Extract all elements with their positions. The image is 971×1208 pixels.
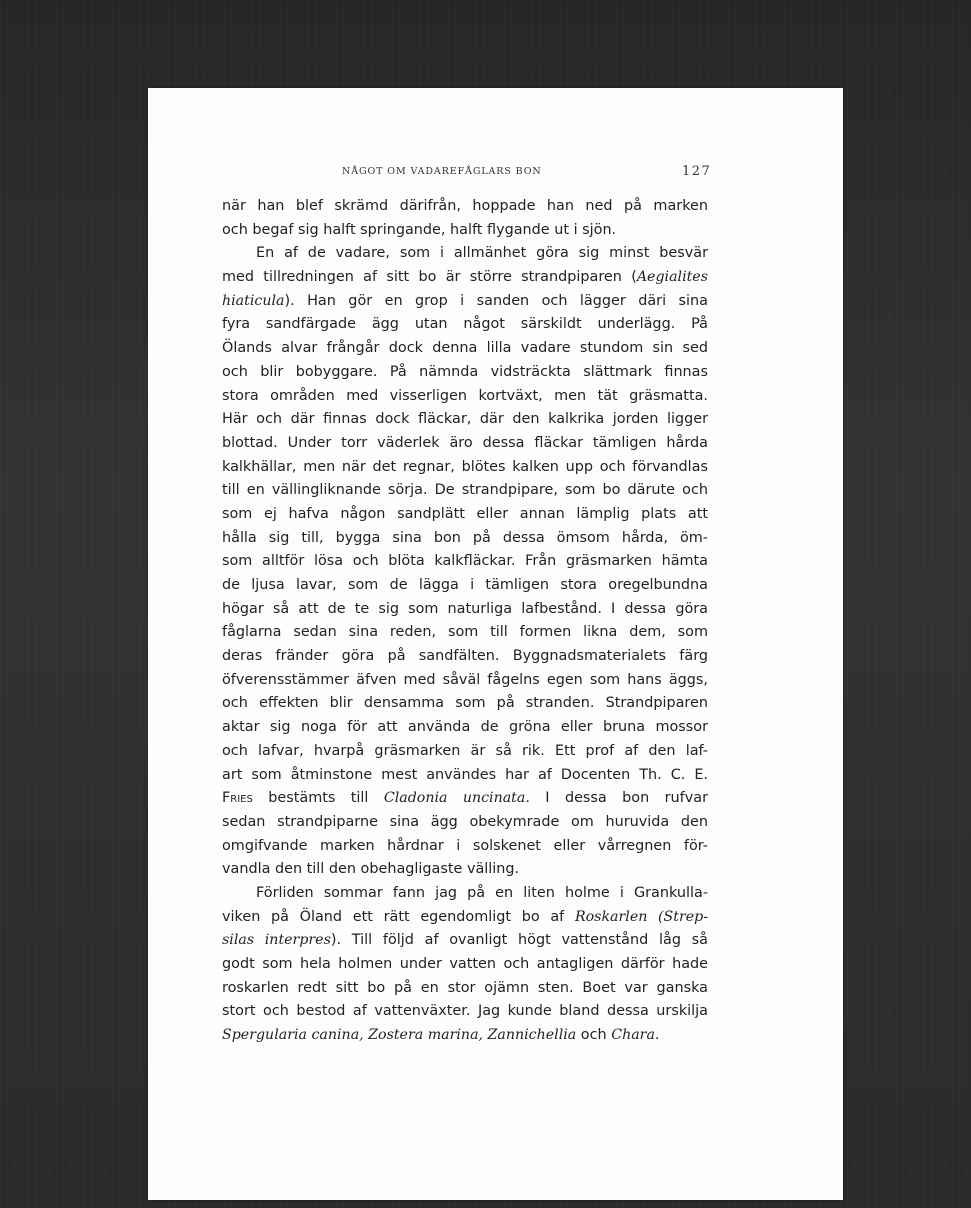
text-line — [222, 550, 708, 574]
book-page — [148, 88, 843, 1200]
text-line — [222, 787, 708, 811]
text-segment: till en vällingliknande sörja. De strandpipare, som bo därute och — [222, 482, 708, 499]
text-segment: Här och där finnas dock fläckar, där den kalkrika jorden ligger — [222, 411, 708, 428]
text-line — [222, 361, 708, 385]
text-segment: art som åtminstone mest användes har af Docenten Th. C. E. — [222, 766, 708, 783]
text-line — [222, 456, 708, 480]
text-line — [222, 242, 708, 266]
text-line — [222, 385, 708, 409]
text-segment: deras fränder göra på sandfälten. Byggnadsmaterialets färg — [222, 648, 708, 665]
text-line — [222, 479, 708, 503]
text-line — [222, 977, 708, 1001]
text-line — [222, 669, 708, 693]
text-line — [222, 835, 708, 859]
text-line — [222, 219, 708, 243]
text-line — [222, 432, 708, 456]
text-line — [222, 408, 708, 432]
italic-text: Spergularia canina, Zostera marina, Zannichellia — [222, 1027, 577, 1044]
text-segment: fåglarna sedan sina reden, som till formen likna dem, som — [222, 624, 708, 641]
text-segment: när han blef skrämd därifrån, hoppade han ned på marken — [222, 198, 708, 214]
text-line — [222, 195, 708, 219]
text-segment: och begaf sig halft springande, halft flygande ut i sjön. — [222, 221, 617, 238]
text-line — [222, 621, 708, 645]
text-line — [222, 811, 708, 835]
text-line — [222, 266, 708, 290]
text-segment: de ljusa lavar, som de lägga i tämligen stora oregelbundna — [222, 577, 708, 593]
running-title: NÅGOT OM VADAREFÅGLARS BON — [342, 166, 542, 177]
text-line — [222, 929, 708, 953]
italic-text: silas interpres — [222, 932, 331, 949]
text-segment: Förliden sommar fann jag på en liten holme i Grankulla- — [256, 884, 708, 901]
text-line — [222, 1000, 708, 1024]
text-segment: och blir bobyggare. På nämnda vidsträckta slättmark finnas — [222, 363, 708, 380]
page-number: 127 — [682, 164, 712, 179]
text-segment: som alltför lösa och blöta kalkfläckar. Från gräsmarken hämta — [222, 553, 708, 570]
italic-text: Cladonia uncinata. — [383, 790, 530, 807]
text-segment: stora områden med visserligen kortväxt, men tät gräsmatta. — [222, 387, 708, 404]
text-line — [222, 858, 708, 882]
text-line — [222, 716, 708, 740]
text-segment: öfverensstämmer äfven med såväl fågelns egen som hans äggs, — [222, 671, 708, 688]
body-text — [222, 195, 708, 1048]
text-segment: roskarlen redt sitt bo på en stor ojämn sten. Boet var ganska — [222, 979, 708, 996]
text-segment: godt som hela holmen under vatten och antagligen därför hade — [222, 956, 708, 972]
text-segment: med tillredningen af sitt bo är större strandpiparen ( — [222, 269, 637, 286]
italic-text: Chara. — [611, 1027, 660, 1044]
text-segment: och lafvar, hvarpå gräsmarken är så rik. Ett prof af den laf- — [222, 742, 708, 759]
text-segment: och effekten blir densamma som på stranden. Strandpiparen — [222, 695, 708, 712]
text-segment: hålla sig till, bygga sina bon på dessa ömsom hårda, öm- — [222, 529, 708, 546]
text-segment: stort och bestod af vattenväxter. Jag kunde bland dessa urskilja — [222, 1003, 708, 1020]
italic-text: Aegialites — [636, 269, 708, 286]
text-segment: högar så att de te sig som naturliga lafbestånd. I dessa göra — [222, 600, 708, 617]
text-segment: och — [576, 1027, 612, 1044]
text-segment: blottad. Under torr väderlek äro dessa fläckar tämligen hårda — [222, 434, 708, 451]
text-line — [222, 527, 708, 551]
text-segment: kalkhällar, men när det regnar, blötes kalken upp och förvandlas — [222, 458, 708, 475]
text-line — [222, 598, 708, 622]
text-segment: omgifvande marken hårdnar i solskenet eller vårregnen för- — [222, 837, 708, 854]
text-segment: En af de vadare, som i allmänhet göra sig minst besvär — [256, 245, 708, 262]
text-line — [222, 740, 708, 764]
page-header — [148, 166, 843, 186]
text-line — [222, 645, 708, 669]
text-segment: fyra sandfärgade ägg utan något särskildt underlägg. På — [222, 316, 708, 333]
text-segment: viken på Öland ett rätt egendomligt bo af — [222, 908, 575, 925]
text-segment: som ej hafva någon sandplätt eller annan lämplig plats att — [222, 505, 708, 522]
text-line — [222, 337, 708, 361]
text-line — [222, 692, 708, 716]
text-line — [222, 290, 708, 314]
text-line — [222, 1024, 708, 1048]
text-line — [222, 764, 708, 788]
text-line — [222, 953, 708, 977]
text-segment: sedan strandpiparne sina ägg obekymrade om huruvida den — [222, 813, 708, 830]
text-segment: vandla den till den obehagligaste välling. — [222, 861, 520, 878]
text-line — [222, 882, 708, 906]
text-segment: I dessa bon rufvar — [529, 790, 708, 807]
text-segment: Ölands alvar frångår dock denna lilla vadare stundom sin sed — [222, 340, 708, 357]
text-line — [222, 574, 708, 598]
text-segment: bestämts till — [252, 790, 384, 807]
text-line — [222, 503, 708, 527]
italic-text: hiaticula — [222, 292, 285, 309]
text-segment: ). Till följd af ovanligt högt vattenstånd låg så — [330, 932, 709, 949]
text-segment: ). Han gör en grop i sanden och lägger däri sina — [284, 292, 708, 309]
italic-text: Roskarlen (Strep- — [574, 908, 708, 925]
text-line — [222, 906, 708, 930]
small-caps-text: Fries — [222, 790, 253, 807]
text-line — [222, 313, 708, 337]
text-segment: aktar sig noga för att använda de gröna eller bruna mossor — [222, 719, 708, 736]
